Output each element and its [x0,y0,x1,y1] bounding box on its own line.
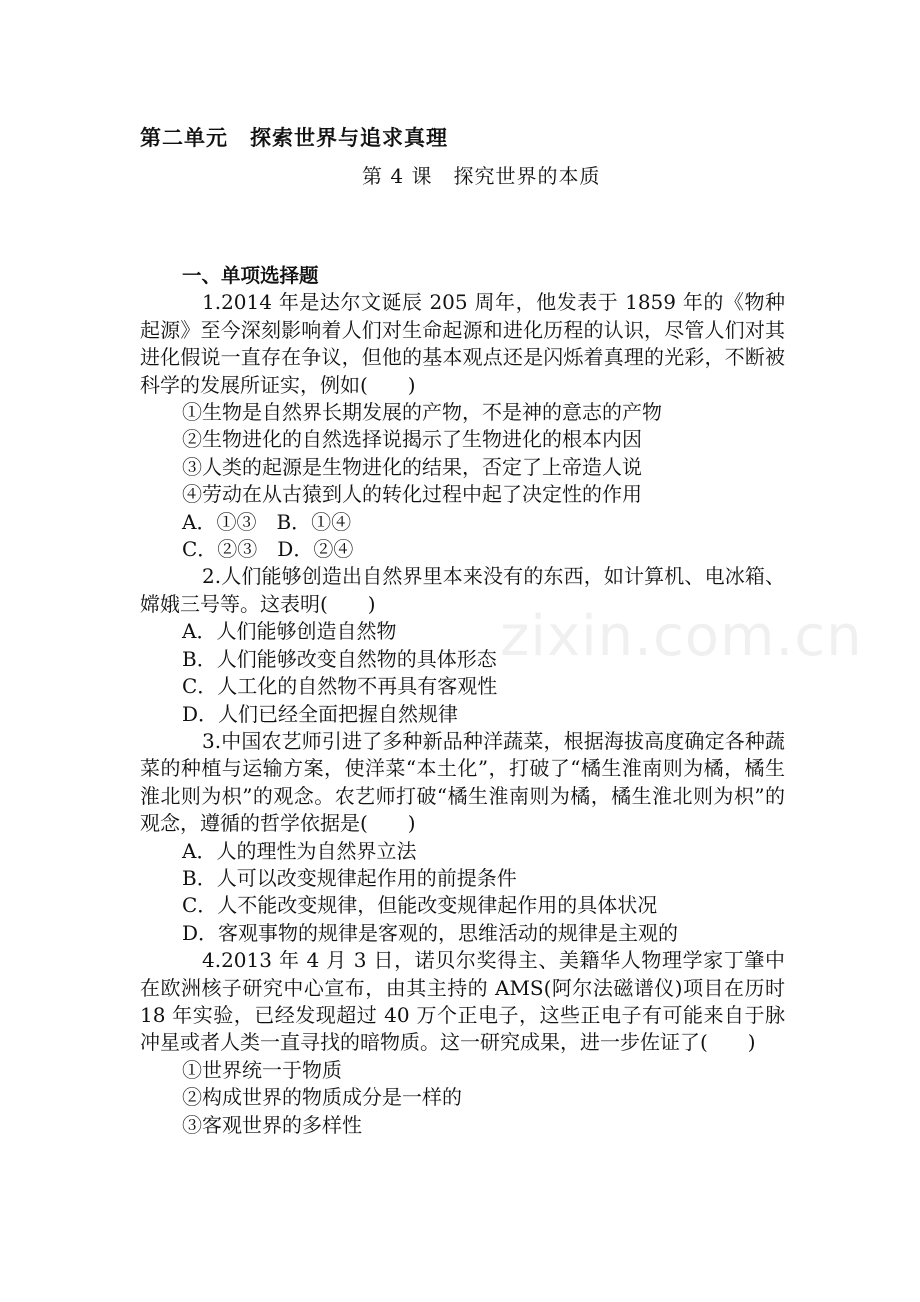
answer-option: D．人们已经全面把握自然规律 [182,701,459,726]
answer-option: C．人不能改变规律，但能改变规律起作用的具体状况 [182,893,658,918]
watermark: zixin.com.cn [500,604,863,669]
answer-option: A．人们能够创造自然物 [182,619,397,644]
question-stem-3: 3.中国农艺师引进了多种新品种洋蔬菜，根据海拔高度确定各种蔬菜的种植与运输方案，使洋菜“本土化”，打破了“橘生淮南则为橘，橘生淮北则为枳”的观念。农艺师打破“橘生淮南则为橘，橘生淮北则为枳”的观念，遵循的哲学依据是( ) [140,728,785,836]
question-stem-2: 2.人们能够创造出自然界里本来没有的东西，如计算机、电冰箱、嫦娥三号等。这表明( ) [140,564,785,616]
statement-item: ③客观世界的多样性 [182,1112,362,1137]
statement-item: ②构成世界的物质成分是一样的 [182,1085,462,1110]
answer-option: A．人的理性为自然界立法 [182,838,417,863]
answer-option: D．客观事物的规律是客观的，思维活动的规律是主观的 [182,920,679,945]
answer-options: C．②③ D．②④ [182,537,354,562]
answer-option: B．人们能够改变自然物的具体形态 [182,646,497,671]
statement-item: ③人类的起源是生物进化的结果，否定了上帝造人说 [182,454,642,479]
statement-item: ①世界统一于物质 [182,1057,342,1082]
answer-option: B．人可以改变规律起作用的前提条件 [182,865,517,890]
answer-option: C．人工化的自然物不再具有客观性 [182,674,498,699]
answer-options: A．①③ B．①④ [182,509,352,534]
question-stem-4: 4.2013 年 4 月 3 日，诺贝尔奖得主、美籍华人物理学家丁肇中在欧洲核子研究中心宣布，由其主持的 AMS(阿尔法磁谱仪)项目在历时 18 年实验，已经发现超过 40 万个正电子，这些正电子有可能来自于脉冲星或者人类一直寻找的暗物质。这一研究成果，进一步佐证了( ) [140,948,785,1055]
question-stem-1: 1.2014 年是达尔文诞辰 205 周年，他发表于 1859 年的《物种起源》至今深刻影响着人们对生命起源和进化历程的认识，尽管人们对其进化假说一直存在争议，但他的基本观点还是闪烁着真理的光彩，不断被科学的发展所证实，例如( ) [140,290,785,397]
statement-item: ④劳动在从古猿到人的转化过程中起了决定性的作用 [182,482,642,507]
section-title: 一、单项选择题 [182,264,319,287]
unit-title: 第二单元 探索世界与追求真理 [140,126,448,150]
statement-item: ①生物是自然界长期发展的产物，不是神的意志的产物 [182,400,662,425]
question-content [140,262,785,1139]
statement-item: ②生物进化的自然选择说揭示了生物进化的根本内因 [182,427,642,452]
lesson-title: 第 4 课 探究世界的本质 [362,164,601,188]
